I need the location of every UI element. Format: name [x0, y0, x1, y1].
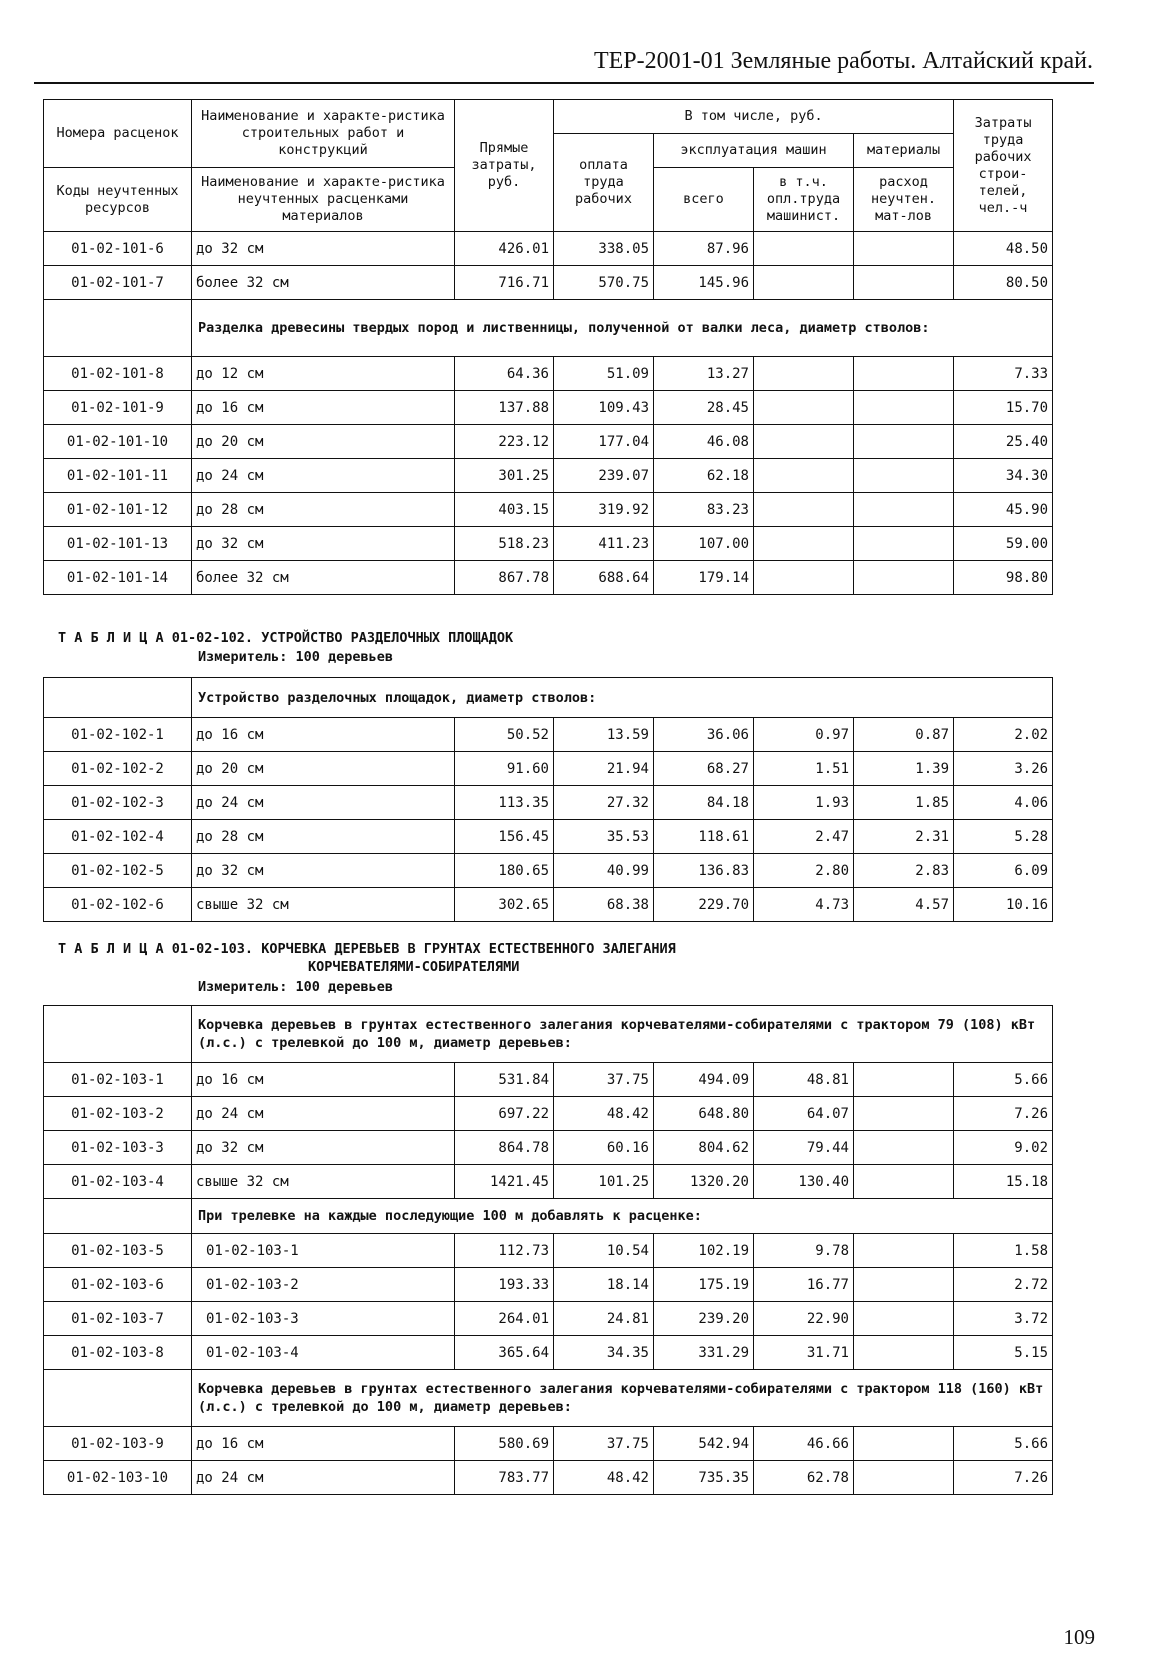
driver-pay: 1.93: [754, 786, 854, 820]
materials: [854, 561, 954, 595]
table-row: [44, 425, 1053, 459]
labor-cost: 10.16: [954, 888, 1053, 922]
running-header: ТЕР-2001-01 Земляные работы. Алтайский край.: [593, 48, 1093, 74]
labor-cost: 15.70: [954, 391, 1053, 425]
direct-cost: 518.23: [455, 527, 554, 561]
table-row: [44, 1165, 1053, 1199]
machines-total: 107.00: [654, 527, 754, 561]
rate-code: 01-02-103-9: [44, 1427, 192, 1461]
rate-code: 01-02-102-5: [44, 854, 192, 888]
rate-name: до 24 см: [192, 1461, 455, 1495]
header-rule: [34, 82, 1094, 84]
machines-total: 1320.20: [654, 1165, 754, 1199]
table-row: [44, 357, 1053, 391]
rate-name: 01-02-103-2: [192, 1268, 455, 1302]
rate-name: до 24 см: [192, 1097, 455, 1131]
table-meter: Измеритель: 100 деревьев: [198, 979, 394, 995]
machines-total: 145.96: [654, 266, 754, 300]
labor-pay: 35.53: [554, 820, 654, 854]
materials: [854, 493, 954, 527]
rate-name: до 20 см: [192, 425, 455, 459]
labor-cost: 48.50: [954, 232, 1053, 266]
labor-cost: 2.72: [954, 1268, 1053, 1302]
materials: [854, 391, 954, 425]
direct-cost: 180.65: [455, 854, 554, 888]
rate-name: до 16 см: [192, 1063, 455, 1097]
table-row: [44, 888, 1053, 922]
col-header-direct: Прямые затраты, руб.: [455, 100, 554, 232]
driver-pay: [754, 459, 854, 493]
direct-cost: 193.33: [455, 1268, 554, 1302]
rate-code: 01-02-101-13: [44, 527, 192, 561]
materials: [854, 232, 954, 266]
rate-name: до 20 см: [192, 752, 455, 786]
machines-total: 331.29: [654, 1336, 754, 1370]
rate-name: 01-02-103-1: [192, 1234, 455, 1268]
direct-cost: 531.84: [455, 1063, 554, 1097]
col-header-codes: Номера расценок: [44, 100, 192, 168]
rate-code: 01-02-103-7: [44, 1302, 192, 1336]
labor-cost: 5.66: [954, 1063, 1053, 1097]
section-title: Корчевка деревьев в грунтах естественного залегания корчевателями-собирателями с трактором 118 (160) кВт (л.с.) с трелевкой до 100 м, диаметр деревьев:: [192, 1370, 1053, 1427]
labor-pay: 40.99: [554, 854, 654, 888]
labor-pay: 48.42: [554, 1461, 654, 1495]
direct-cost: 365.64: [455, 1336, 554, 1370]
direct-cost: 403.15: [455, 493, 554, 527]
machines-total: 735.35: [654, 1461, 754, 1495]
labor-cost: 7.33: [954, 357, 1053, 391]
machines-total: 102.19: [654, 1234, 754, 1268]
driver-pay: 79.44: [754, 1131, 854, 1165]
driver-pay: 62.78: [754, 1461, 854, 1495]
driver-pay: 64.07: [754, 1097, 854, 1131]
materials: [854, 1097, 954, 1131]
machines-total: 87.96: [654, 232, 754, 266]
col-header-labor: Затраты труда рабочих строи-телей, чел.-ч: [954, 100, 1053, 232]
machines-total: 136.83: [654, 854, 754, 888]
section-title: Устройство разделочных площадок, диаметр стволов:: [192, 678, 1053, 718]
driver-pay: 31.71: [754, 1336, 854, 1370]
table-01-02-102: [43, 677, 1053, 922]
labor-pay: 101.25: [554, 1165, 654, 1199]
direct-cost: 867.78: [455, 561, 554, 595]
rate-code: 01-02-101-11: [44, 459, 192, 493]
col-header-pay: оплата труда рабочих: [554, 134, 654, 232]
materials: 2.31: [854, 820, 954, 854]
labor-pay: 411.23: [554, 527, 654, 561]
labor-pay: 10.54: [554, 1234, 654, 1268]
table-row: [44, 391, 1053, 425]
rate-name: до 16 см: [192, 391, 455, 425]
driver-pay: 46.66: [754, 1427, 854, 1461]
table-row: [44, 1461, 1053, 1495]
driver-pay: 22.90: [754, 1302, 854, 1336]
labor-pay: 13.59: [554, 718, 654, 752]
driver-pay: 9.78: [754, 1234, 854, 1268]
direct-cost: 783.77: [455, 1461, 554, 1495]
direct-cost: 113.35: [455, 786, 554, 820]
rate-code: 01-02-102-1: [44, 718, 192, 752]
rate-name: до 16 см: [192, 1427, 455, 1461]
machines-total: 36.06: [654, 718, 754, 752]
table-row: [44, 1097, 1053, 1131]
labor-cost: 5.15: [954, 1336, 1053, 1370]
labor-cost: 1.58: [954, 1234, 1053, 1268]
table-row: [44, 527, 1053, 561]
labor-cost: 15.18: [954, 1165, 1053, 1199]
machines-total: 175.19: [654, 1268, 754, 1302]
rate-code: 01-02-103-5: [44, 1234, 192, 1268]
labor-pay: 24.81: [554, 1302, 654, 1336]
rate-code: 01-02-101-6: [44, 232, 192, 266]
rate-code: 01-02-101-8: [44, 357, 192, 391]
col-header-consumption: расход неучтен. мат-лов: [854, 168, 954, 232]
rate-name: до 24 см: [192, 786, 455, 820]
table-row: [44, 1302, 1053, 1336]
labor-pay: 319.92: [554, 493, 654, 527]
table-row: [44, 266, 1053, 300]
driver-pay: [754, 391, 854, 425]
labor-pay: 109.43: [554, 391, 654, 425]
direct-cost: 1421.45: [455, 1165, 554, 1199]
table-row: [44, 459, 1053, 493]
direct-cost: 426.01: [455, 232, 554, 266]
section-title: Корчевка деревьев в грунтах естественного залегания корчевателями-собирателями с трактором 79 (108) кВт (л.с.) с трелевкой до 100 м, диаметр деревьев:: [192, 1006, 1053, 1063]
rate-code: 01-02-103-1: [44, 1063, 192, 1097]
table-row: [44, 232, 1053, 266]
rate-name: 01-02-103-3: [192, 1302, 455, 1336]
driver-pay: [754, 561, 854, 595]
driver-pay: 0.97: [754, 718, 854, 752]
section-spacer: [44, 678, 192, 718]
section-spacer: [44, 1006, 192, 1063]
machines-total: 804.62: [654, 1131, 754, 1165]
materials: [854, 1268, 954, 1302]
driver-pay: 1.51: [754, 752, 854, 786]
rate-name: 01-02-103-4: [192, 1336, 455, 1370]
materials: [854, 1165, 954, 1199]
direct-cost: 112.73: [455, 1234, 554, 1268]
table-01-02-103: [43, 1005, 1053, 1495]
labor-cost: 2.02: [954, 718, 1053, 752]
labor-pay: 688.64: [554, 561, 654, 595]
materials: [854, 357, 954, 391]
rate-name: до 32 см: [192, 527, 455, 561]
direct-cost: 64.36: [455, 357, 554, 391]
driver-pay: 2.47: [754, 820, 854, 854]
materials: [854, 1427, 954, 1461]
labor-pay: 51.09: [554, 357, 654, 391]
machines-total: 118.61: [654, 820, 754, 854]
labor-pay: 34.35: [554, 1336, 654, 1370]
table-row: [44, 1063, 1053, 1097]
direct-cost: 716.71: [455, 266, 554, 300]
labor-cost: 25.40: [954, 425, 1053, 459]
labor-cost: 5.66: [954, 1427, 1053, 1461]
rate-code: 01-02-101-10: [44, 425, 192, 459]
col-header-materials: материалы: [854, 134, 954, 168]
table-caption: Т А Б Л И Ц А 01-02-103. КОРЧЕВКА ДЕРЕВЬЕВ В ГРУНТАХ ЕСТЕСТВЕННОГО ЗАЛЕГАНИЯ: [58, 941, 676, 957]
driver-pay: 48.81: [754, 1063, 854, 1097]
labor-cost: 98.80: [954, 561, 1053, 595]
rate-code: 01-02-103-8: [44, 1336, 192, 1370]
table-row: [44, 1268, 1053, 1302]
rate-code: 01-02-102-6: [44, 888, 192, 922]
section-spacer: [44, 300, 192, 357]
machines-total: 68.27: [654, 752, 754, 786]
rate-name: до 32 см: [192, 854, 455, 888]
labor-cost: 80.50: [954, 266, 1053, 300]
labor-pay: 21.94: [554, 752, 654, 786]
materials: [854, 266, 954, 300]
labor-cost: 7.26: [954, 1461, 1053, 1495]
driver-pay: 2.80: [754, 854, 854, 888]
materials: 2.83: [854, 854, 954, 888]
machines-total: 229.70: [654, 888, 754, 922]
rate-code: 01-02-101-12: [44, 493, 192, 527]
labor-cost: 3.72: [954, 1302, 1053, 1336]
driver-pay: [754, 527, 854, 561]
col-header-unacc-codes: Коды неучтенных ресурсов: [44, 168, 192, 232]
labor-cost: 9.02: [954, 1131, 1053, 1165]
machines-total: 494.09: [654, 1063, 754, 1097]
table-row: [44, 493, 1053, 527]
section-title: При трелевке на каждые последующие 100 м добавлять к расценке:: [192, 1199, 1053, 1234]
machines-total: 62.18: [654, 459, 754, 493]
driver-pay: [754, 232, 854, 266]
table-caption-cont: КОРЧЕВАТЕЛЯМИ-СОБИРАТЕЛЯМИ: [308, 959, 520, 975]
table-row: [44, 854, 1053, 888]
direct-cost: 137.88: [455, 391, 554, 425]
col-header-name: Наименование и характе-ристика строительных работ и конструкций: [192, 100, 455, 168]
col-header-driver: в т.ч. опл.труда машинист.: [754, 168, 854, 232]
rate-name: до 28 см: [192, 493, 455, 527]
driver-pay: 130.40: [754, 1165, 854, 1199]
rate-code: 01-02-103-4: [44, 1165, 192, 1199]
materials: [854, 1131, 954, 1165]
page-number: 109: [1063, 1625, 1095, 1649]
rate-name: до 32 см: [192, 232, 455, 266]
rate-name: до 32 см: [192, 1131, 455, 1165]
table-row: [44, 1234, 1053, 1268]
driver-pay: [754, 493, 854, 527]
section-spacer: [44, 1370, 192, 1427]
materials: [854, 425, 954, 459]
machines-total: 179.14: [654, 561, 754, 595]
table-row: [44, 1336, 1053, 1370]
labor-pay: 37.75: [554, 1427, 654, 1461]
table-row: [44, 752, 1053, 786]
direct-cost: 864.78: [455, 1131, 554, 1165]
col-header-total: всего: [654, 168, 754, 232]
table-row: [44, 820, 1053, 854]
table-row: [44, 786, 1053, 820]
col-header-incl: В том числе, руб.: [554, 100, 954, 134]
direct-cost: 223.12: [455, 425, 554, 459]
table-meter: Измеритель: 100 деревьев: [198, 649, 394, 665]
materials: [854, 1302, 954, 1336]
rate-code: 01-02-103-3: [44, 1131, 192, 1165]
labor-pay: 239.07: [554, 459, 654, 493]
labor-pay: 18.14: [554, 1268, 654, 1302]
labor-pay: 48.42: [554, 1097, 654, 1131]
machines-total: 542.94: [654, 1427, 754, 1461]
labor-pay: 68.38: [554, 888, 654, 922]
section-spacer: [44, 1199, 192, 1234]
driver-pay: [754, 357, 854, 391]
rate-name: до 16 см: [192, 718, 455, 752]
labor-cost: 5.28: [954, 820, 1053, 854]
rate-code: 01-02-103-6: [44, 1268, 192, 1302]
labor-pay: 27.32: [554, 786, 654, 820]
labor-pay: 60.16: [554, 1131, 654, 1165]
machines-total: 28.45: [654, 391, 754, 425]
machines-total: 239.20: [654, 1302, 754, 1336]
machines-total: 46.08: [654, 425, 754, 459]
direct-cost: 697.22: [455, 1097, 554, 1131]
materials: 1.85: [854, 786, 954, 820]
labor-pay: 338.05: [554, 232, 654, 266]
machines-total: 648.80: [654, 1097, 754, 1131]
direct-cost: 156.45: [455, 820, 554, 854]
section-title: Разделка древесины твердых пород и лиственницы, полученной от валки леса, диаметр стволов:: [192, 300, 1053, 357]
rate-code: 01-02-102-3: [44, 786, 192, 820]
rate-name: свыше 32 см: [192, 1165, 455, 1199]
table-row: [44, 1131, 1053, 1165]
labor-cost: 34.30: [954, 459, 1053, 493]
labor-pay: 37.75: [554, 1063, 654, 1097]
labor-pay: 570.75: [554, 266, 654, 300]
rate-code: 01-02-102-4: [44, 820, 192, 854]
rate-name: свыше 32 см: [192, 888, 455, 922]
table-row: [44, 1427, 1053, 1461]
machines-total: 84.18: [654, 786, 754, 820]
driver-pay: [754, 266, 854, 300]
rate-name: более 32 см: [192, 266, 455, 300]
rate-name: более 32 см: [192, 561, 455, 595]
materials: 1.39: [854, 752, 954, 786]
rate-code: 01-02-101-14: [44, 561, 192, 595]
direct-cost: 50.52: [455, 718, 554, 752]
labor-cost: 6.09: [954, 854, 1053, 888]
rate-code: 01-02-103-10: [44, 1461, 192, 1495]
labor-cost: 59.00: [954, 527, 1053, 561]
driver-pay: 4.73: [754, 888, 854, 922]
materials: 4.57: [854, 888, 954, 922]
rate-name: до 12 см: [192, 357, 455, 391]
materials: 0.87: [854, 718, 954, 752]
rate-code: 01-02-101-7: [44, 266, 192, 300]
table-01-02-101: [43, 99, 1053, 595]
materials: [854, 527, 954, 561]
materials: [854, 1063, 954, 1097]
rate-name: до 24 см: [192, 459, 455, 493]
materials: [854, 1336, 954, 1370]
labor-cost: 45.90: [954, 493, 1053, 527]
materials: [854, 459, 954, 493]
labor-cost: 4.06: [954, 786, 1053, 820]
direct-cost: 302.65: [455, 888, 554, 922]
machines-total: 83.23: [654, 493, 754, 527]
table-row: [44, 561, 1053, 595]
col-header-unacc-names: Наименование и характе-ристика неучтенных расценками материалов: [192, 168, 455, 232]
rate-code: 01-02-103-2: [44, 1097, 192, 1131]
labor-cost: 7.26: [954, 1097, 1053, 1131]
driver-pay: 16.77: [754, 1268, 854, 1302]
machines-total: 13.27: [654, 357, 754, 391]
labor-cost: 3.26: [954, 752, 1053, 786]
table-caption: Т А Б Л И Ц А 01-02-102. УСТРОЙСТВО РАЗДЕЛОЧНЫХ ПЛОЩАДОК: [58, 630, 514, 646]
rate-name: до 28 см: [192, 820, 455, 854]
labor-pay: 177.04: [554, 425, 654, 459]
direct-cost: 580.69: [455, 1427, 554, 1461]
table-row: [44, 718, 1053, 752]
direct-cost: 301.25: [455, 459, 554, 493]
materials: [854, 1461, 954, 1495]
col-header-machines: эксплуатация машин: [654, 134, 854, 168]
rate-code: 01-02-102-2: [44, 752, 192, 786]
direct-cost: 91.60: [455, 752, 554, 786]
direct-cost: 264.01: [455, 1302, 554, 1336]
driver-pay: [754, 425, 854, 459]
rate-code: 01-02-101-9: [44, 391, 192, 425]
materials: [854, 1234, 954, 1268]
